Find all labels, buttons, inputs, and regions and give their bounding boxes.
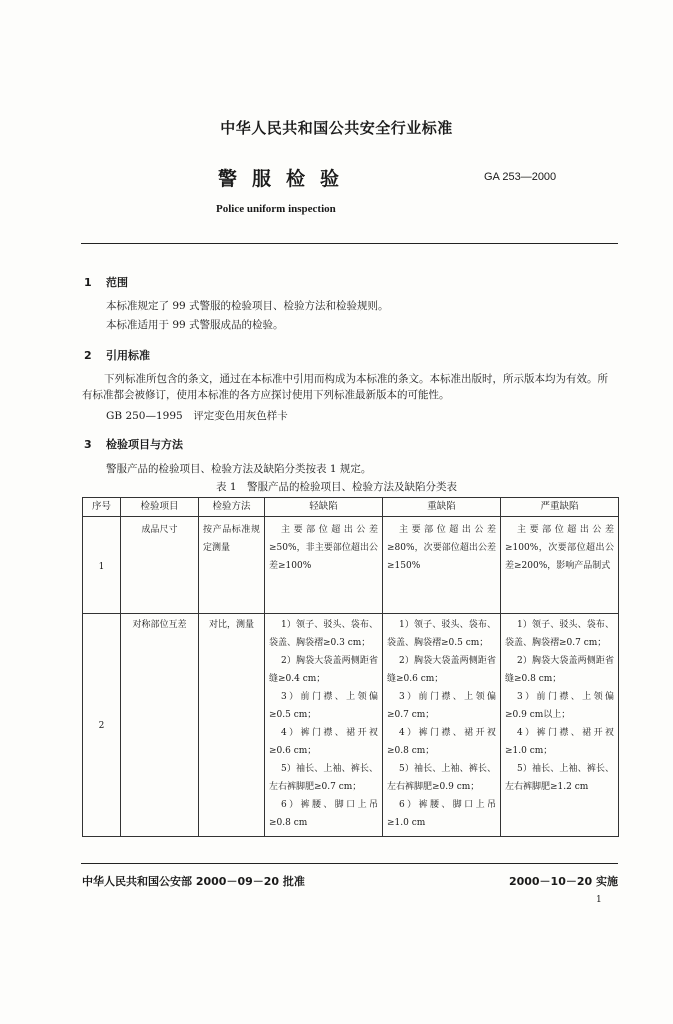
inspection-method: 按产品标准规定测量 — [199, 517, 265, 614]
footer-divider — [81, 863, 618, 864]
inspection-item: 对称部位互差 — [121, 614, 199, 837]
minor-defect — [265, 614, 383, 837]
minor-defect-line: 1）领子、驳头、袋布、袋盖、胸袋褶≥0.3 cm； — [269, 620, 378, 648]
standard-code: GA 253—2000 — [484, 171, 557, 183]
minor-defect-line: 6）裤腰、脚口上吊≥0.8 cm — [269, 800, 378, 828]
column-header-method: 检验方法 — [199, 498, 265, 517]
critical-defect-line: 3）前门襟、上领偏≥0.9 cm以上； — [505, 692, 614, 720]
major-defect-line: 5）袖长、上袖、裤长、左右裤脚肥≥0.9 cm； — [387, 764, 496, 792]
row-number: 2 — [83, 614, 121, 837]
minor-defect — [265, 517, 383, 614]
section-3-title: 检验项目与方法 — [106, 438, 183, 451]
critical-defect-line: 4）裤门襟、裙开衩≥1.0 cm； — [505, 728, 614, 756]
section-1-heading — [84, 274, 128, 290]
section-2-heading — [84, 347, 150, 363]
page-number: 1 — [596, 895, 602, 905]
section-3-number: 3 — [84, 438, 92, 451]
minor-defect-line: 5）袖长、上袖、裤长、左右裤脚肥≥0.7 cm； — [269, 764, 378, 792]
table-row — [83, 517, 619, 614]
table-caption: 表 1 警服产品的检验项目、检验方法及缺陷分类表 — [215, 481, 458, 493]
major-defect — [383, 614, 501, 837]
major-defect-line: 1）领子、驳头、袋布、袋盖、胸袋褶≥0.5 cm； — [387, 620, 496, 648]
section-1-line-1: 本标准规定了 99 式警服的检验项目、检验方法和检验规则。 — [106, 300, 389, 312]
major-defect-line: 主要部位超出公差≥80%，次要部位超出公差≥150% — [387, 525, 496, 571]
approval-line: 中华人民共和国公安部 2000－09－20 批准 — [82, 875, 305, 888]
critical-defect — [501, 517, 619, 614]
column-header-minor: 轻缺陷 — [265, 498, 383, 517]
section-1-title: 范围 — [106, 276, 128, 289]
column-header-critical: 严重缺陷 — [501, 498, 619, 517]
inspection-method: 对比，测量 — [199, 614, 265, 837]
inspection-item: 成品尺寸 — [121, 517, 199, 614]
section-2-number: 2 — [84, 349, 92, 362]
section-2-paragraph: 下列标准所包含的条文，通过在本标准中引用而构成为本标准的条文。本标准出版时，所示版本均为有效。所有标准都会被修订，使用本标准的各方应探讨使用下列标准最新版本的可能性。 — [82, 373, 608, 401]
critical-defect-line: 5）袖长、上袖、裤长、左右裤脚肥≥1.2 cm — [505, 764, 614, 792]
column-header-major: 重缺陷 — [383, 498, 501, 517]
major-defect-line: 6）裤腰、脚口上吊≥1.0 cm — [387, 800, 496, 828]
minor-defect-line: 2）胸袋大袋盖两侧距省缝≥0.4 cm； — [269, 656, 378, 684]
critical-defect — [501, 614, 619, 837]
major-defect-line: 3）前门襟、上领偏≥0.7 cm； — [387, 692, 496, 720]
row-number: 1 — [83, 517, 121, 614]
document-title-english: Police uniform inspection — [216, 203, 336, 215]
header-divider — [81, 243, 618, 244]
table-header-row — [83, 498, 619, 517]
section-3-intro: 警服产品的检验项目、检验方法及缺陷分类按表 1 规定。 — [106, 463, 372, 475]
section-1-line-2: 本标准适用于 99 式警服成品的检验。 — [106, 319, 284, 331]
inspection-table — [82, 497, 619, 837]
reference-standard: GB 250—1995 评定变色用灰色样卡 — [106, 410, 288, 422]
issuing-organization: 中华人民共和国公共安全行业标准 — [220, 119, 453, 137]
document-title-chinese: 警服检验 — [218, 168, 355, 190]
table-row — [83, 614, 619, 837]
minor-defect-line: 主要部位超出公差≥50%，非主要部位超出公差≥100% — [269, 525, 378, 571]
column-header-no: 序号 — [83, 498, 121, 517]
major-defect-line: 2）胸袋大袋盖两侧距省缝≥0.6 cm； — [387, 656, 496, 684]
section-2-title: 引用标准 — [106, 349, 150, 362]
implementation-date: 2000－10－20 实施 — [508, 875, 618, 888]
section-1-number: 1 — [84, 276, 92, 289]
critical-defect-line: 主要部位超出公差≥100%，次要部位超出公差≥200%，影响产品制式 — [505, 525, 614, 571]
section-3-heading — [84, 436, 183, 452]
critical-defect-line: 1）领子、驳头、袋布、袋盖、胸袋褶≥0.7 cm； — [505, 620, 614, 648]
major-defect — [383, 517, 501, 614]
major-defect-line: 4）裤门襟、裙开衩≥0.8 cm； — [387, 728, 496, 756]
column-header-item: 检验项目 — [121, 498, 199, 517]
critical-defect-line: 2）胸袋大袋盖两侧距省缝≥0.8 cm； — [505, 656, 614, 684]
minor-defect-line: 4）裤门襟、裙开衩≥0.6 cm； — [269, 728, 378, 756]
minor-defect-line: 3）前门襟、上领偏≥0.5 cm； — [269, 692, 378, 720]
